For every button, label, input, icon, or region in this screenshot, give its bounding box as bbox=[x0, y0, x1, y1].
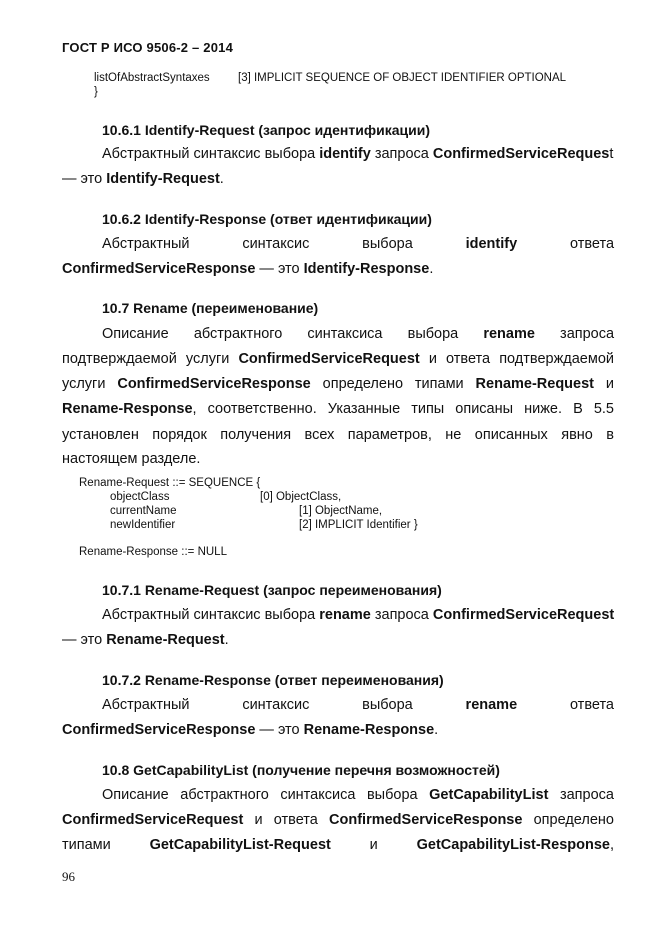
section-heading-10-6-2: 10.6.2 Identify-Response (ответ идентификации) bbox=[102, 211, 432, 227]
paragraph-line: Описание абстрактного синтаксиса выбора rename запроса bbox=[102, 326, 615, 342]
paragraph-line: — это Rename-Request. bbox=[62, 632, 229, 648]
paragraph-line: установлен порядок получения всех параметров, не описанных явно в bbox=[62, 427, 614, 443]
paragraph-line: Абстрактный синтаксис выбора rename запроса ConfirmedServiceRequest bbox=[102, 607, 615, 623]
code-field-value: [0] ObjectClass, bbox=[260, 491, 342, 503]
section-heading-10-7-1: 10.7.1 Rename-Request (запрос переименования) bbox=[102, 582, 442, 598]
code-closing-brace: } bbox=[94, 86, 98, 98]
code-line-name: listOfAbstractSyntaxes bbox=[94, 72, 210, 84]
section-heading-10-6-1: 10.6.1 Identify-Request (запрос идентификации) bbox=[102, 122, 430, 138]
section-heading-10-7: 10.7 Rename (переименование) bbox=[102, 300, 319, 316]
code-line: Rename-Request ::= SEQUENCE { bbox=[79, 477, 261, 489]
page-number: 96 bbox=[62, 869, 75, 884]
paragraph-line: — это Identify-Request. bbox=[62, 171, 224, 187]
paragraph-line: ConfirmedServiceResponse — это Identify-Response. bbox=[62, 261, 434, 277]
paragraph-line: Абстрактный синтаксис выбора identify запроса ConfirmedServiceRequest bbox=[102, 146, 614, 162]
paragraph-line: Абстрактный синтаксис выбора identify ответа bbox=[102, 236, 615, 252]
code-line-value: [3] IMPLICIT SEQUENCE OF OBJECT IDENTIFIER OPTIONAL bbox=[238, 72, 567, 84]
document-header: ГОСТ Р ИСО 9506-2 – 2014 bbox=[62, 40, 233, 55]
paragraph-line: ConfirmedServiceRequest и ответа ConfirmedServiceResponse определено bbox=[62, 812, 614, 828]
paragraph-line: Rename-Response, соответственно. Указанные типы описаны ниже. В 5.5 bbox=[62, 401, 614, 417]
code-field-name: currentName bbox=[110, 505, 177, 517]
code-line: Rename-Response ::= NULL bbox=[79, 546, 227, 558]
code-field-name: objectClass bbox=[110, 491, 170, 503]
paragraph-line: настоящем разделе. bbox=[62, 451, 201, 467]
paragraph-line: ConfirmedServiceResponse — это Rename-Response. bbox=[62, 722, 439, 738]
section-heading-10-7-2: 10.7.2 Rename-Response (ответ переименования) bbox=[102, 672, 444, 688]
code-field-name: newIdentifier bbox=[110, 519, 176, 531]
paragraph-line: Описание абстрактного синтаксиса выбора GetCapabilityList запроса bbox=[102, 787, 614, 803]
code-field-value: [1] ObjectName, bbox=[299, 505, 383, 517]
paragraph-line: услуги ConfirmedServiceResponse определено типами Rename-Request и bbox=[62, 376, 614, 392]
paragraph-line: типами GetCapabilityList-Request и GetCapabilityList-Response, bbox=[62, 837, 615, 853]
paragraph-line: Абстрактный синтаксис выбора rename ответа bbox=[102, 697, 614, 713]
paragraph-line: подтверждаемой услуги ConfirmedServiceRequest и ответа подтверждаемой bbox=[62, 351, 614, 367]
code-field-value: [2] IMPLICIT Identifier } bbox=[299, 519, 418, 531]
section-heading-10-8: 10.8 GetCapabilityList (получение перечня возможностей) bbox=[102, 762, 500, 778]
